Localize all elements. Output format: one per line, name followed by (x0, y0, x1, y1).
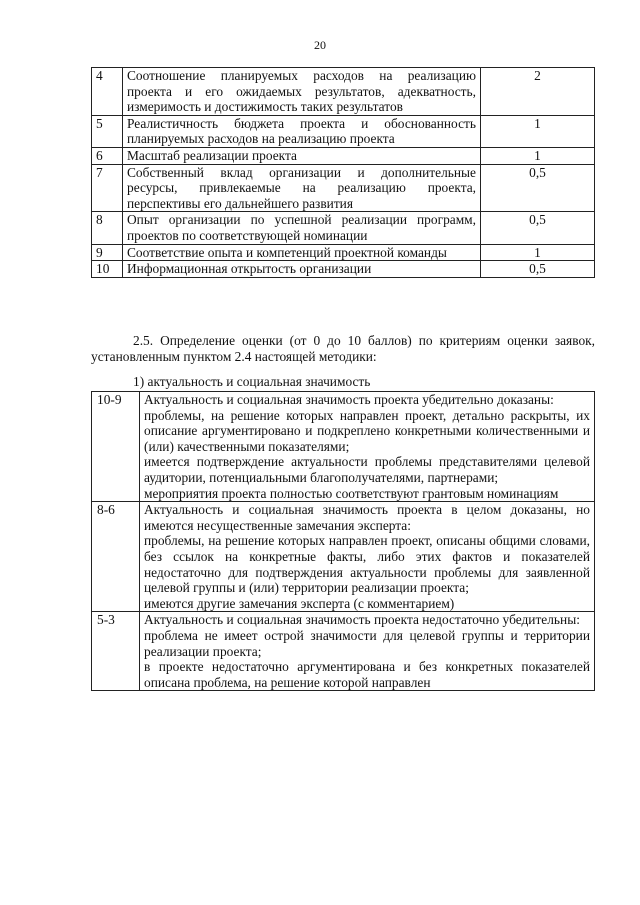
table-row (92, 164, 595, 212)
criterion-number: 5 (92, 115, 123, 147)
table-row (92, 147, 595, 164)
criterion-weight: 0,5 (481, 164, 595, 212)
criterion-weight: 0,5 (481, 261, 595, 278)
criterion-weight: 1 (481, 115, 595, 147)
criterion-text: Реалистичность бюджета проекта и обоснованность планируемых расходов на реализацию проекта (123, 115, 481, 147)
table-row (92, 212, 595, 244)
criteria-table (91, 67, 595, 278)
criterion-text: Собственный вклад организации и дополнительные ресурсы, привлекаемые на реализацию проекта, перспективы его дальнейшего развития (123, 164, 481, 212)
criterion-weight: 1 (481, 244, 595, 261)
table-row (92, 502, 595, 612)
table-row (92, 115, 595, 147)
criterion-weight: 1 (481, 147, 595, 164)
criterion-text: Масштаб реализации проекта (123, 147, 481, 164)
criterion-number: 9 (92, 244, 123, 261)
score-description (140, 392, 595, 502)
criterion-number: 7 (92, 164, 123, 212)
criterion-weight: 2 (481, 68, 595, 116)
table-row (92, 392, 595, 502)
description-line: в проекте недостаточно аргументирована и без конкретных показателей описана проблема, на решение которой направлен (144, 659, 590, 690)
table-row (92, 612, 595, 691)
criterion-weight: 0,5 (481, 212, 595, 244)
page-number: 20 (314, 38, 326, 52)
criterion-number: 10 (92, 261, 123, 278)
section-paragraph: 2.5. Определение оценки (от 0 до 10 баллов) по критериям оценки заявок, установленным пунктом 2.4 настоящей методики: (91, 333, 595, 364)
description-line: имеется подтверждение актуальности проблемы представителями целевой аудитории, потенциальными благополучателями, партнерами; (144, 454, 590, 485)
description-line: проблемы, на решение которых направлен проект, детально раскрыты, их описание аргументировано и подкреплено конкретными количественными и (или) качественными показателями; (144, 407, 590, 454)
table-row (92, 68, 595, 116)
criterion-text: Соответствие опыта и компетенций проектной команды (123, 244, 481, 261)
description-line: Актуальность и социальная значимость проекта недостаточно убедительны: (144, 612, 580, 628)
criterion-number: 8 (92, 212, 123, 244)
score-description (140, 612, 595, 691)
criterion-text: Информационная открытость организации (123, 261, 481, 278)
description-line: Актуальность и социальная значимость проекта в целом доказаны, но имеются несущественные замечания эксперта: (144, 502, 590, 533)
score-description (140, 502, 595, 612)
description-line: Актуальность и социальная значимость проекта убедительно доказаны: (144, 392, 554, 407)
criterion-number: 4 (92, 68, 123, 116)
description-line: имеются другие замечания эксперта (с комментарием) (144, 595, 455, 611)
criterion-text: Опыт организации по успешной реализации программ, проектов по соответствующей номинации (123, 212, 481, 244)
score-range: 10-9 (92, 392, 140, 502)
score-range: 5-3 (92, 612, 140, 691)
scores-table (91, 391, 595, 691)
criterion-number: 6 (92, 147, 123, 164)
table-row (92, 244, 595, 261)
section-subheading: 1) актуальность и социальная значимость (133, 374, 371, 389)
description-line: проблема не имеет острой значимости для целевой группы и территории реализации проекта; (144, 627, 590, 659)
table-row (92, 261, 595, 278)
score-range: 8-6 (92, 502, 140, 612)
criterion-text: Соотношение планируемых расходов на реализацию проекта и его ожидаемых результатов, адекватность, измеримость и достижимость таких результатов (123, 68, 481, 116)
description-line: мероприятия проекта полностью соответствуют грантовым номинациям (144, 485, 559, 501)
description-line: проблемы, на решение которых направлен проект, описаны общими словами, без ссылок на конкретные факты, либо этих фактов и показателей недостаточно для подтверждения актуальности проблемы для заявленной целевой группы и (или) территории реализации проекта; (144, 533, 590, 596)
